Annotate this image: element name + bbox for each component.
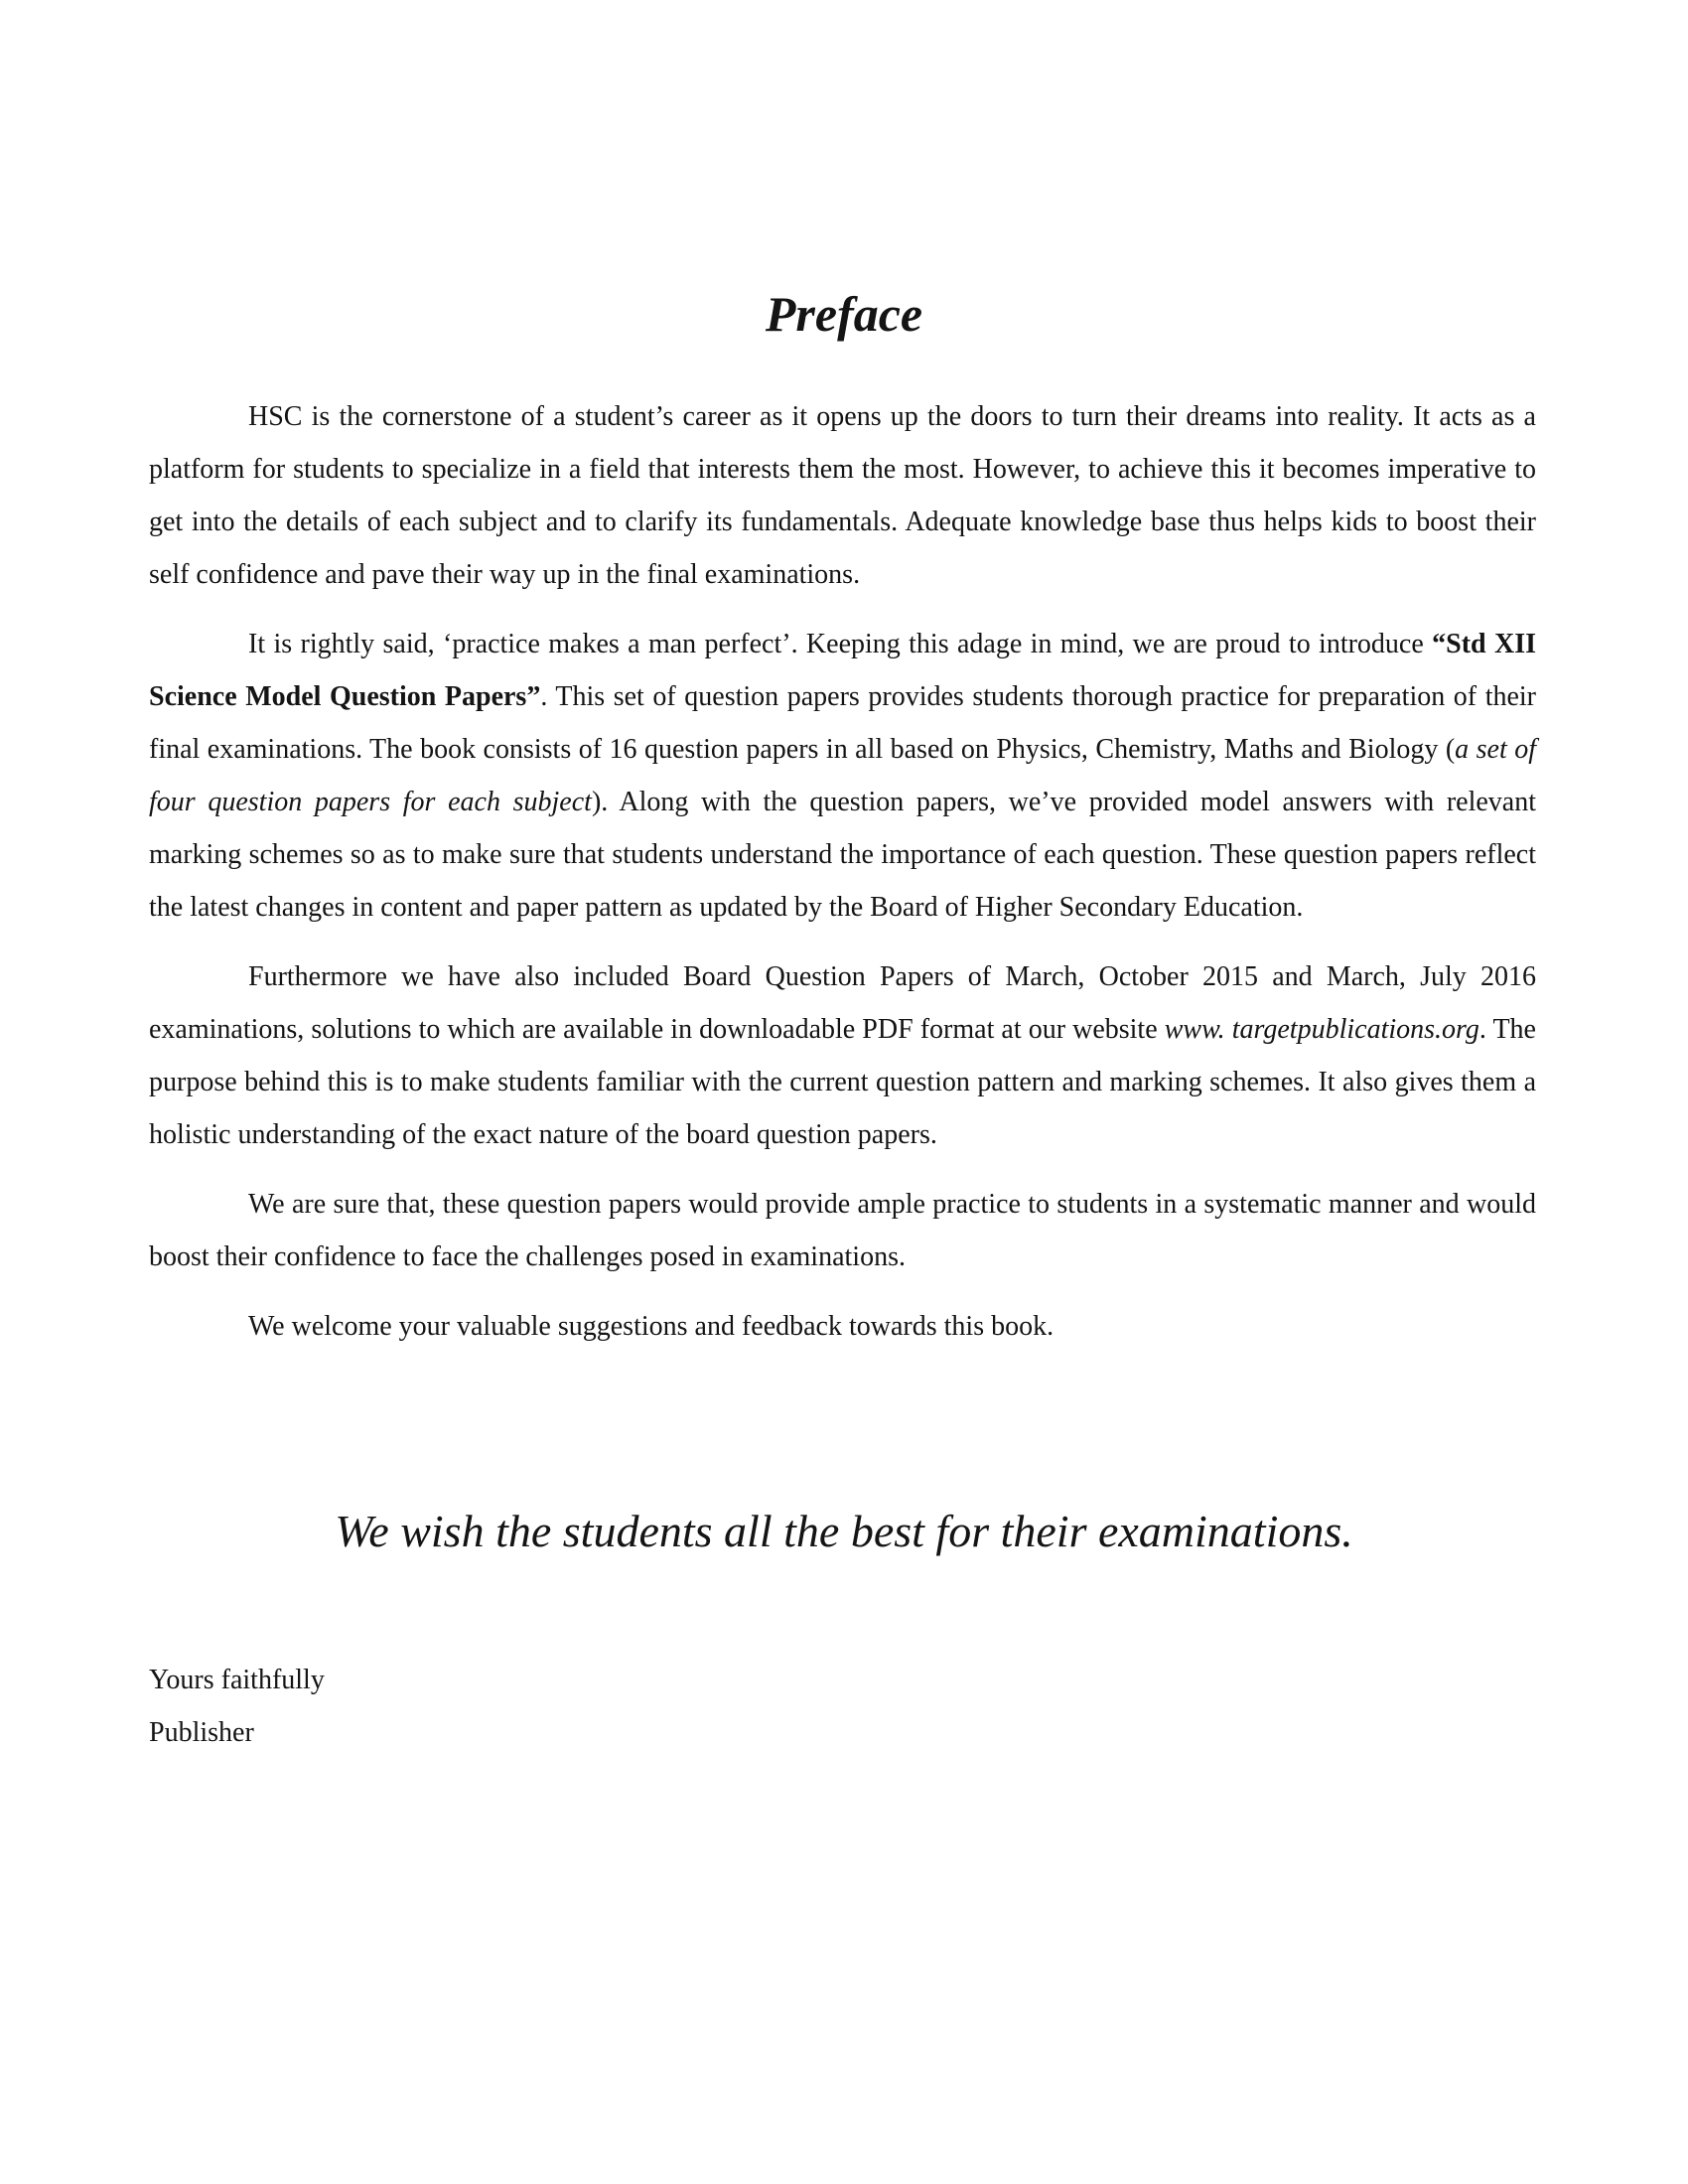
paragraph-assurance: We are sure that, these question papers would provide ample practice to students in a systematic manner and would boost their confidence to face the challenges posed in examinations. <box>149 1189 1536 1272</box>
question-set-note: a set of four question papers for each subject <box>149 734 1536 817</box>
closing-wish: We wish the students all the best for their examinations. <box>335 1506 1353 1556</box>
signoff-line-1: Yours faithfully <box>149 1665 325 1695</box>
paragraph-practice-text-2: . This set of question papers provides students thorough practice for preparation of their final examinations. The book consists of 16 question papers in all based on Physics, Chemistry, Maths and Biology ( <box>149 681 1537 765</box>
paragraph-intro: HSC is the cornerstone of a student’s career as it opens up the doors to turn their dreams into reality. It acts as a platform for students to specialize in a field that interests them the most. However, to achieve this it becomes imperative to get into the details of each subject and to clarify its fundamentals. Adequate knowledge base thus helps kids to boost their self confidence and pave their way up in the final examinations. <box>149 401 1536 590</box>
page-title: Preface <box>765 286 923 342</box>
paragraph-board-text-2: . The purpose behind this is to make students familiar with the current question pattern and marking schemes. It also gives them a holistic understanding of the exact nature of the board question papers. <box>149 1014 1536 1150</box>
paragraph-board-papers <box>149 950 1536 1161</box>
paragraph-practice <box>149 618 1536 934</box>
paragraph-feedback: We welcome your valuable suggestions and feedback towards this book. <box>248 1311 1055 1342</box>
signoff <box>149 1654 325 1759</box>
paragraph-practice-text-3: ). Along with the question papers, we’ve provided model answers with relevant marking schemes so as to make sure that students understand the importance of each question. These question papers reflect the latest changes in content and paper pattern as updated by the Board of Higher Secondary Education. <box>149 787 1537 923</box>
preface-body <box>149 390 1536 1370</box>
paragraph-board-text-1: Furthermore we have also included Board Question Papers of March, October 2015 and March, July 2016 examinations, solutions to which are available in downloadable PDF format at our website <box>149 961 1536 1045</box>
website-link: www. targetpublications.org <box>1164 1014 1479 1045</box>
book-title-bold: “Std XII Science Model Question Papers” <box>149 629 1537 712</box>
paragraph-practice-text-1: It is rightly said, ‘practice makes a man perfect’. Keeping this adage in mind, we are proud to introduce <box>248 629 1433 659</box>
signoff-line-2: Publisher <box>149 1717 254 1748</box>
